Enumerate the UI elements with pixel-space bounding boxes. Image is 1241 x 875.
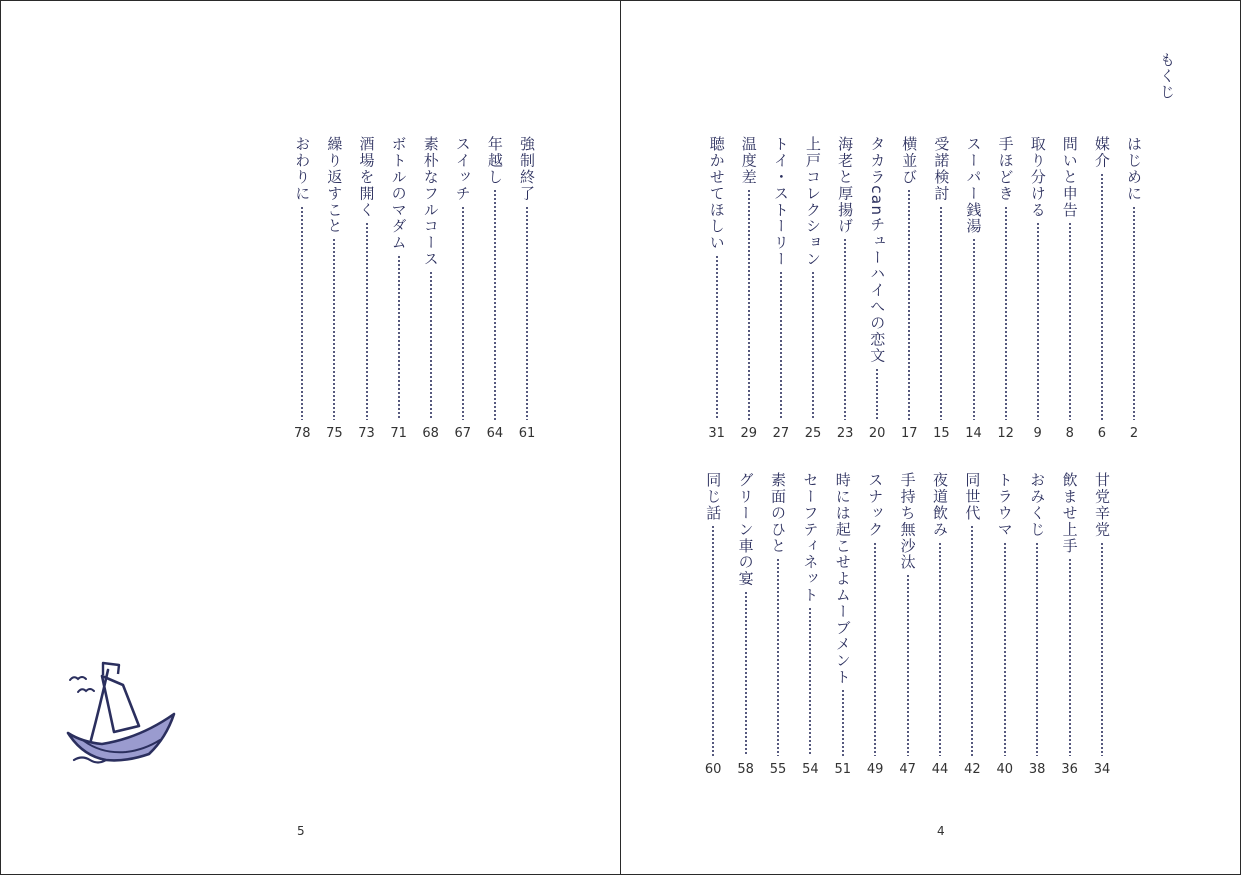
toc-leader-dots	[462, 206, 464, 420]
toc-entry-title: 年越し	[485, 136, 504, 186]
toc-entry	[928, 136, 954, 442]
toc-leader-dots	[973, 238, 975, 420]
toc-entry-page: 47	[899, 762, 916, 777]
toc-entry-page: 78	[294, 426, 311, 441]
toc-entry	[1089, 136, 1115, 442]
toc-entry-page: 68	[422, 426, 439, 441]
toc-entry-title: トイ・ストーリー	[771, 136, 790, 268]
toc-leader-dots	[844, 238, 846, 420]
toc-entry	[289, 136, 315, 442]
toc-entry-page: 31	[708, 426, 725, 441]
toc-entry-title: トラウマ	[995, 472, 1014, 538]
toc-entry-title: 繰り返すこと	[325, 136, 344, 235]
toc-entry	[800, 136, 826, 442]
toc-entry-page: 38	[1028, 762, 1046, 777]
bird-icon	[78, 689, 94, 692]
toc-entry-title: ボトルのマダム	[389, 136, 408, 251]
toc-entry-page: 29	[740, 426, 758, 441]
toc-entry	[896, 136, 922, 442]
toc-entry-title: はじめに	[1125, 136, 1143, 202]
toc-leader-dots	[809, 607, 811, 756]
toc-leader-dots	[908, 189, 910, 420]
flag-icon	[103, 663, 119, 675]
toc-entry-page: 75	[326, 426, 343, 441]
toc-leader-dots	[1069, 558, 1071, 756]
toc-entry-title: グリーン車の宴	[736, 472, 755, 587]
bird-icon	[70, 677, 86, 680]
toc-leader-dots	[1101, 173, 1103, 420]
toc-entry-title: スーパー銭湯	[964, 136, 983, 235]
toc-entry	[993, 136, 1019, 442]
toc-entry	[1089, 472, 1115, 778]
toc-entry-page: 23	[836, 426, 854, 441]
toc-entry-title: 温度差	[739, 136, 758, 186]
toc-entry-title: 上戸コレクション	[804, 136, 822, 268]
toc-entry	[832, 136, 858, 442]
toc-entry-title: タカラcanチューハイへの恋文	[868, 136, 887, 364]
toc-leader-dots	[812, 271, 814, 420]
toc-leader-dots	[366, 222, 368, 420]
toc-entry-page: 20	[868, 426, 886, 441]
toc-entry-page: 25	[804, 426, 822, 441]
toc-entry-title: 夜道飲み	[931, 472, 949, 538]
toc-entry-title: おみくじ	[1028, 472, 1047, 538]
toc-heading: もくじ	[1158, 52, 1176, 100]
toc-entry	[895, 472, 921, 778]
toc-leader-dots	[748, 189, 750, 420]
toc-entry-title: 手ほどき	[996, 136, 1015, 202]
toc-entry	[418, 136, 444, 442]
toc-entry-title: 媒介	[1092, 136, 1111, 169]
toc-entry	[1057, 472, 1083, 778]
page-number-right: 4	[937, 824, 945, 838]
toc-entry	[959, 472, 985, 778]
toc-leader-dots	[301, 206, 303, 420]
toc-entry-title: 聴かせてほしい	[707, 136, 726, 251]
toc-entry-title: 時には起こせよムーブメント	[833, 472, 852, 686]
toc-leader-dots	[494, 189, 496, 420]
toc-leader-dots	[1005, 206, 1007, 420]
toc-entry-page: 6	[1097, 426, 1107, 441]
toc-leader-dots	[1004, 542, 1006, 756]
toc-entry-page: 58	[737, 762, 754, 777]
toc-leader-dots	[971, 525, 973, 756]
toc-entry-title: 横並び	[900, 136, 919, 186]
toc-entry	[1024, 472, 1050, 778]
toc-entry-title: 素面のひと	[769, 472, 787, 554]
toc-leader-dots	[716, 255, 718, 420]
toc-leader-dots	[526, 206, 528, 420]
toc-entry	[450, 136, 476, 442]
toc-entry	[864, 136, 890, 442]
toc-entry-title: スナック	[866, 472, 885, 538]
toc-entry-title: 同じ話	[704, 472, 723, 522]
toc-leader-dots	[940, 206, 942, 420]
toc-entry-title: 同世代	[963, 472, 982, 522]
toc-entry-page: 42	[964, 762, 981, 777]
toc-leader-dots	[842, 689, 844, 756]
toc-entry-title: 素朴なフルコース	[421, 136, 440, 268]
toc-entry-page: 15	[933, 426, 950, 441]
toc-entry-title: 海老と厚揚げ	[836, 136, 855, 235]
toc-entry-page: 36	[1061, 762, 1078, 777]
toc-leader-dots	[430, 271, 432, 420]
toc-entry-page: 64	[486, 426, 504, 441]
toc-leader-dots	[1036, 542, 1038, 756]
toc-leader-dots	[398, 255, 400, 420]
toc-leader-dots	[907, 574, 909, 756]
toc-entry-page: 12	[997, 426, 1014, 441]
toc-entry-page: 9	[1033, 426, 1042, 441]
toc-entry	[700, 472, 726, 778]
toc-entry	[1025, 136, 1051, 442]
toc-entry	[321, 136, 347, 442]
toc-leader-dots	[1037, 222, 1039, 420]
toc-entry-title: セーフティネット	[801, 472, 820, 604]
toc-entry-page: 60	[704, 762, 722, 777]
toc-entry-page: 49	[866, 762, 884, 777]
toc-entry-title: 受諾検討	[932, 136, 951, 202]
toc-leader-dots	[712, 525, 714, 756]
toc-entry-page: 34	[1093, 762, 1111, 777]
toc-entry	[733, 472, 759, 778]
toc-entry	[765, 472, 791, 778]
toc-leader-dots	[333, 238, 335, 420]
toc-entry-page: 54	[802, 762, 819, 777]
toc-leader-dots	[745, 591, 747, 756]
toc-entry-page: 61	[518, 426, 536, 441]
toc-entry	[1057, 136, 1083, 442]
toc-entry	[386, 136, 412, 442]
toc-entry-title: おわりに	[293, 136, 312, 202]
toc-entry-page: 44	[931, 762, 949, 777]
toc-entry-title: 問いと申告	[1060, 136, 1079, 218]
toc-entry-title: 酒場を開く	[357, 136, 376, 218]
toc-entry-title: 手持ち無沙汰	[898, 472, 917, 571]
toc-leader-dots	[777, 558, 779, 756]
toc-entry	[797, 472, 823, 778]
toc-entry	[927, 472, 953, 778]
toc-leader-dots	[939, 542, 941, 756]
toc-entry	[1121, 136, 1147, 442]
toc-entry-page: 17	[901, 426, 918, 441]
toc-leader-dots	[874, 542, 876, 756]
toc-entry-page: 14	[965, 426, 982, 441]
toc-entry-page: 2	[1129, 426, 1139, 441]
toc-entry-title: 甘党辛党	[1093, 472, 1111, 538]
toc-entry	[354, 136, 380, 442]
toc-entry	[514, 136, 540, 442]
toc-entry	[736, 136, 762, 442]
toc-entry	[862, 472, 888, 778]
toc-leader-dots	[1069, 222, 1071, 420]
toc-entry-page: 40	[996, 762, 1014, 777]
toc-entry-page: 8	[1065, 426, 1074, 441]
toc-entry	[482, 136, 508, 442]
toc-leader-dots	[1133, 206, 1135, 420]
page-number-left: 5	[297, 824, 305, 838]
toc-entry-title: 飲ませ上手	[1060, 472, 1079, 554]
toc-entry	[704, 136, 730, 442]
toc-leader-dots	[876, 368, 878, 420]
mast-icon	[91, 670, 108, 740]
book-gutter	[620, 0, 621, 875]
toc-entry	[830, 472, 856, 778]
toc-entry-page: 67	[454, 426, 472, 441]
toc-entry-page: 73	[358, 426, 375, 441]
toc-entry-page: 27	[772, 426, 790, 441]
toc-entry	[768, 136, 794, 442]
toc-leader-dots	[1101, 542, 1103, 756]
toc-entry-title: スイッチ	[453, 136, 472, 202]
toc-leader-dots	[780, 271, 782, 420]
sail-icon	[102, 676, 139, 732]
sailboat-illustration	[62, 658, 182, 770]
toc-entry	[961, 136, 987, 442]
toc-entry-title: 取り分ける	[1028, 136, 1047, 218]
toc-entry-page: 55	[769, 762, 787, 777]
toc-entry	[992, 472, 1018, 778]
toc-entry-page: 51	[834, 762, 852, 777]
toc-entry-title: 強制終了	[518, 136, 536, 202]
toc-entry-page: 71	[390, 426, 407, 441]
